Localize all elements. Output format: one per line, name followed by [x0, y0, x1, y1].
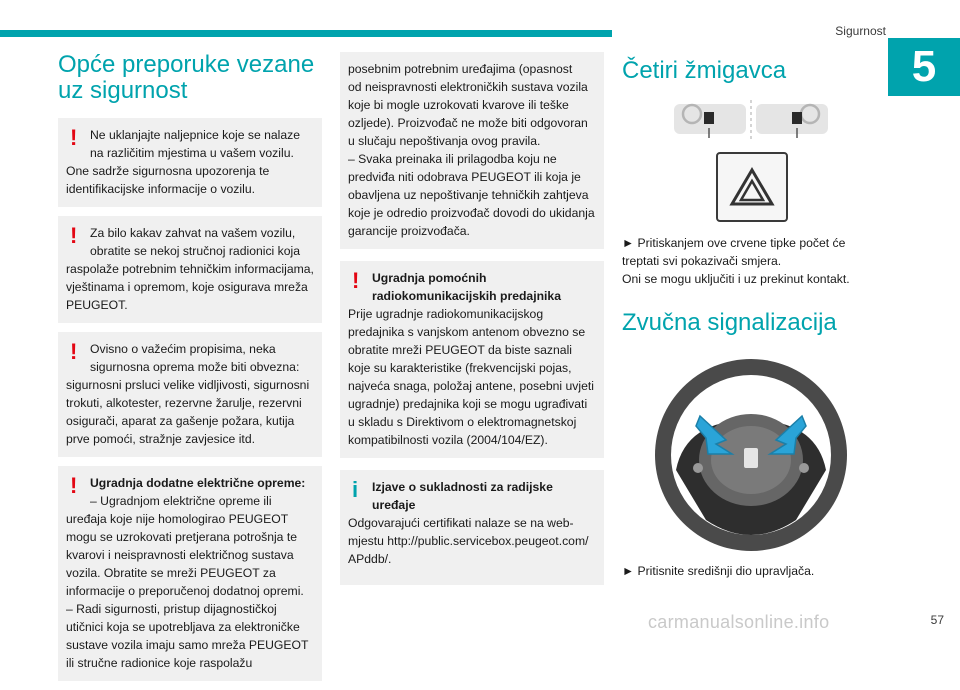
warning-box-electrical-equipment: ! Ugradnja dodatne električne opreme: – Ugradnjom električne opreme ili uređaja koje nije homologirao PEUGEOT mogu se uzrokovati pretjerana potrošnja te kvarovi i neispravnosti električnog sustava vozila. Obratite se mreži PEUGEOT za informacije o preporučenoj dodatnoj opremi. – Radi sigurnosti, pristup dijagnostičkoj utičnici koja se upotrebljava za elektroničke sustave vozila imaju samo mreža PEUGEOT ili stručne radionice koje raspolažu [58, 466, 322, 681]
hazard-button-illustration [716, 152, 788, 222]
section-title-hazard-lights: Četiri žmigavca [622, 57, 787, 84]
chapter-tab: 5 [888, 38, 960, 96]
warning-icon: ! [352, 268, 360, 293]
info-box-declarations: i Izjave o sukladnosti za radijske uređaje Odgovarajući certifikati nalaze se na web- mjestu http://public.servicebox.peugeot.com/ APddb/. [340, 470, 604, 585]
warning-box-workshop: ! Za bilo kakav zahvat na vašem vozilu, obratite se nekoj stručnoj radionici koja raspolaže potrebnim tehničkim informacijama, vještinama i opremom, koje osigurava mreža PEUGEOT. [58, 216, 322, 323]
watermark: carmanualsonline.info [648, 612, 830, 632]
page-number: 57 [930, 613, 944, 627]
warning-icon: ! [70, 223, 78, 248]
info-icon: i [352, 477, 359, 502]
warning-box-radio-transmitters: ! Ugradnja pomoćnih radiokomunikacijskih predajnika Prije ugradnje radiokomunikacijskog predajnika s vanjskom antenom obvezno se obratite mreži PEUGEOT da biste saznali koje su karakteristike (frekvencijski pojas, najveća snaga, položaj antene, posebni uvjeti ugradnje) predajnika koji se mogu ugrađivati u skladu s Direktivom o elektromagnetskoj kompatibilnosti vozila (2004/104/EZ). [340, 261, 604, 458]
steering-wheel-illustration [646, 350, 856, 560]
header-rule [0, 30, 612, 37]
column-middle [340, 52, 604, 594]
section-title-general-safety: Opće preporuke vezane uz sigurnost [58, 51, 315, 104]
warning-box-labels: ! Ne uklanjajte naljepnice koje se nalaze na različitim mjestima u vašem vozilu. One sadrže sigurnosna upozorenja te identifikacijske informacije o vozilu. [58, 118, 322, 207]
horn-instruction: ► Pritisnite središnji dio upravljača. [622, 564, 815, 578]
section-title-horn: Zvučna signalizacija [622, 309, 837, 336]
warning-box-safety-equipment: ! Ovisno o važećim propisima, neka sigurnosna oprema može biti obvezna: sigurnosni prsluci velike vidljivosti, sigurnosni trokuti, alkotester, rezervne žarulje, rezervni osigurači, aparat za gašenje požara, kutija prve pomoći, stražnje zavjesice itd. [58, 332, 322, 457]
dashboard-illustration [622, 100, 878, 142]
section-label: Sigurnost [835, 24, 886, 38]
hazard-instruction: ► Pritiskanjem ove crvene tipke počet će treptati svi pokazivači smjera. Oni se mogu uključiti i uz prekinut kontakt. [622, 236, 850, 286]
warning-box-continued: posebnim potrebnim uređajima (opasnost od neispravnosti elektroničkih sustava vozila koje bi mogle uzrokovati kvarove ili teške ozljede). Proizvođač ne može biti odgovoran u slučaju nepoštivanja ovog pravila. – Svaka preinaka ili prilagodba koju ne predviđa niti odobrava PEUGEOT ili koja je obavljena uz nepoštivanje tehničkih zahtjeva koje je odredio proizvođač dovodi do ukidanja garancije proizvođača. [340, 52, 604, 249]
column-left [58, 52, 322, 690]
warning-icon: ! [70, 125, 78, 150]
warning-icon: ! [70, 473, 78, 498]
warning-icon: ! [70, 339, 78, 364]
column-right [622, 52, 878, 580]
